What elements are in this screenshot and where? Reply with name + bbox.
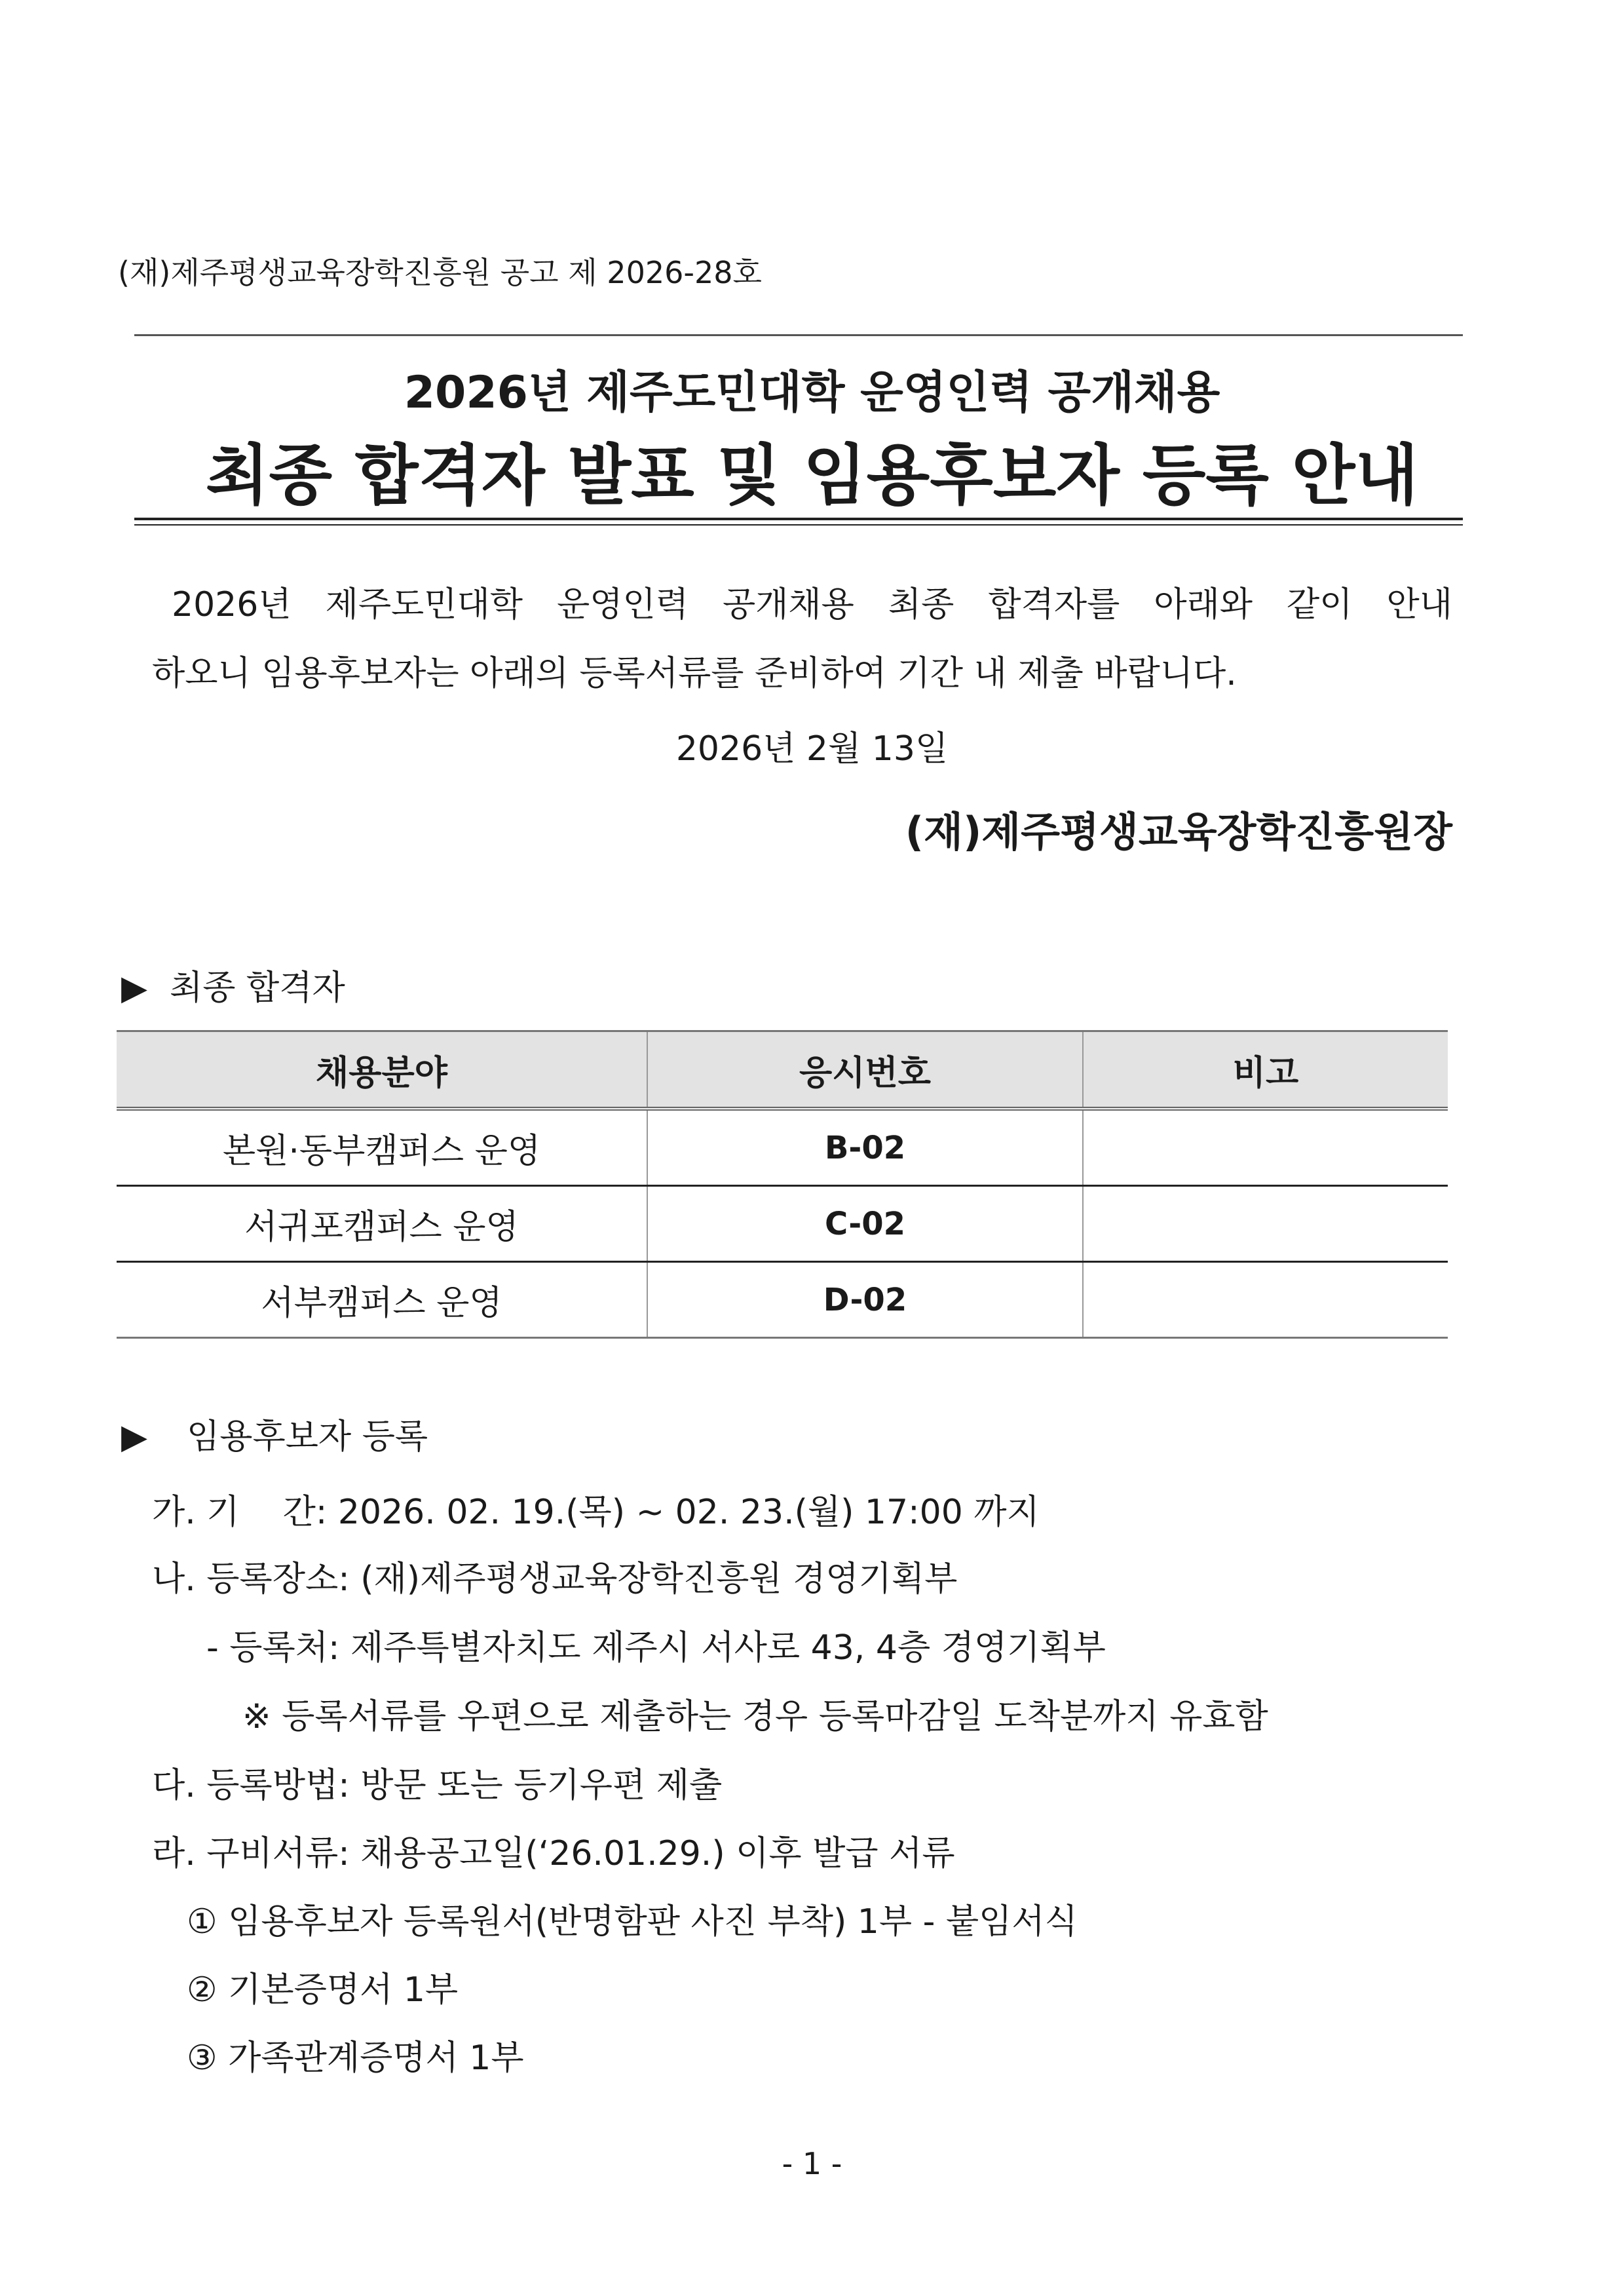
required-documents: 라. 구비서류: 채용공고일(‘26.01.29.) 이후 발급 서류 xyxy=(152,1834,955,1873)
table-row xyxy=(117,1109,1448,1186)
document-item: ① 임용후보자 등록원서(반명함판 사진 부착) 1부 - 붙임서식 xyxy=(187,1902,1078,1942)
cell-number: B-02 xyxy=(647,1109,1083,1186)
cell-field: 서부캠퍼스 운영 xyxy=(117,1262,647,1338)
cell-note xyxy=(1083,1109,1448,1186)
signer: (재)제주평생교육장학진흥원장 xyxy=(905,808,1452,856)
column-header-number: 응시번호 xyxy=(647,1031,1083,1109)
page-subtitle: 2026년 제주도민대학 운영인력 공개채용 xyxy=(404,367,1220,419)
page-title: 최종 합격자 발표 및 임용후보자 등록 안내 xyxy=(205,437,1419,514)
intro-line-2: 하오니 임용후보자는 아래의 등록서류를 준비하여 기간 내 제출 바랍니다. xyxy=(152,654,1237,693)
registration-place-detail: - 등록처: 제주특별자치도 제주시 서사로 43, 4층 경영기획부 xyxy=(206,1628,1106,1668)
registration-method: 다. 등록방법: 방문 또는 등기우편 제출 xyxy=(152,1766,723,1805)
cell-number: C-02 xyxy=(647,1186,1083,1262)
registration-period: 가. 기 간: 2026. 02. 19.(목) ~ 02. 23.(월) 17:00 까지 xyxy=(152,1493,1040,1532)
section-final-passers-heading xyxy=(121,960,345,1009)
intro-line-1: 2026년 제주도민대학 운영인력 공개채용 최종 합격자를 아래와 같이 안내 xyxy=(172,585,1452,624)
page-number: - 1 - xyxy=(782,2146,842,2181)
registration-place: 나. 등록장소: (재)제주평생교육장학진흥원 경영기획부 xyxy=(152,1559,958,1599)
triangle-bullet-icon: ▶ xyxy=(121,968,147,1008)
registration-note: ※ 등록서류를 우편으로 제출하는 경우 등록마감일 도착분까지 유효함 xyxy=(242,1697,1268,1736)
cell-note xyxy=(1083,1186,1448,1262)
table-header-row xyxy=(117,1031,1448,1109)
title-double-divider xyxy=(134,518,1463,526)
header-divider xyxy=(134,334,1463,336)
column-header-note: 비고 xyxy=(1083,1031,1448,1109)
section-heading-label: 임용후보자 등록 xyxy=(187,1417,428,1457)
document-item: ③ 가족관계증명서 1부 xyxy=(187,2038,524,2078)
triangle-bullet-icon: ▶ xyxy=(121,1417,147,1457)
notice-number: (재)제주평생교육장학진흥원 공고 제 2026-28호 xyxy=(118,255,762,290)
cell-field: 서귀포캠퍼스 운영 xyxy=(117,1186,647,1262)
table-row xyxy=(117,1186,1448,1262)
final-passers-table xyxy=(117,1030,1448,1339)
table-row xyxy=(117,1262,1448,1338)
column-header-field: 채용분야 xyxy=(117,1031,647,1109)
cell-note xyxy=(1083,1262,1448,1338)
section-heading-label: 최종 합격자 xyxy=(170,968,345,1008)
cell-field: 본원·동부캠퍼스 운영 xyxy=(117,1109,647,1186)
section-registration-heading xyxy=(121,1409,428,1458)
cell-number: D-02 xyxy=(647,1262,1083,1338)
document-item: ② 기본증명서 1부 xyxy=(187,1970,459,2010)
announcement-date: 2026년 2월 13일 xyxy=(675,729,949,769)
